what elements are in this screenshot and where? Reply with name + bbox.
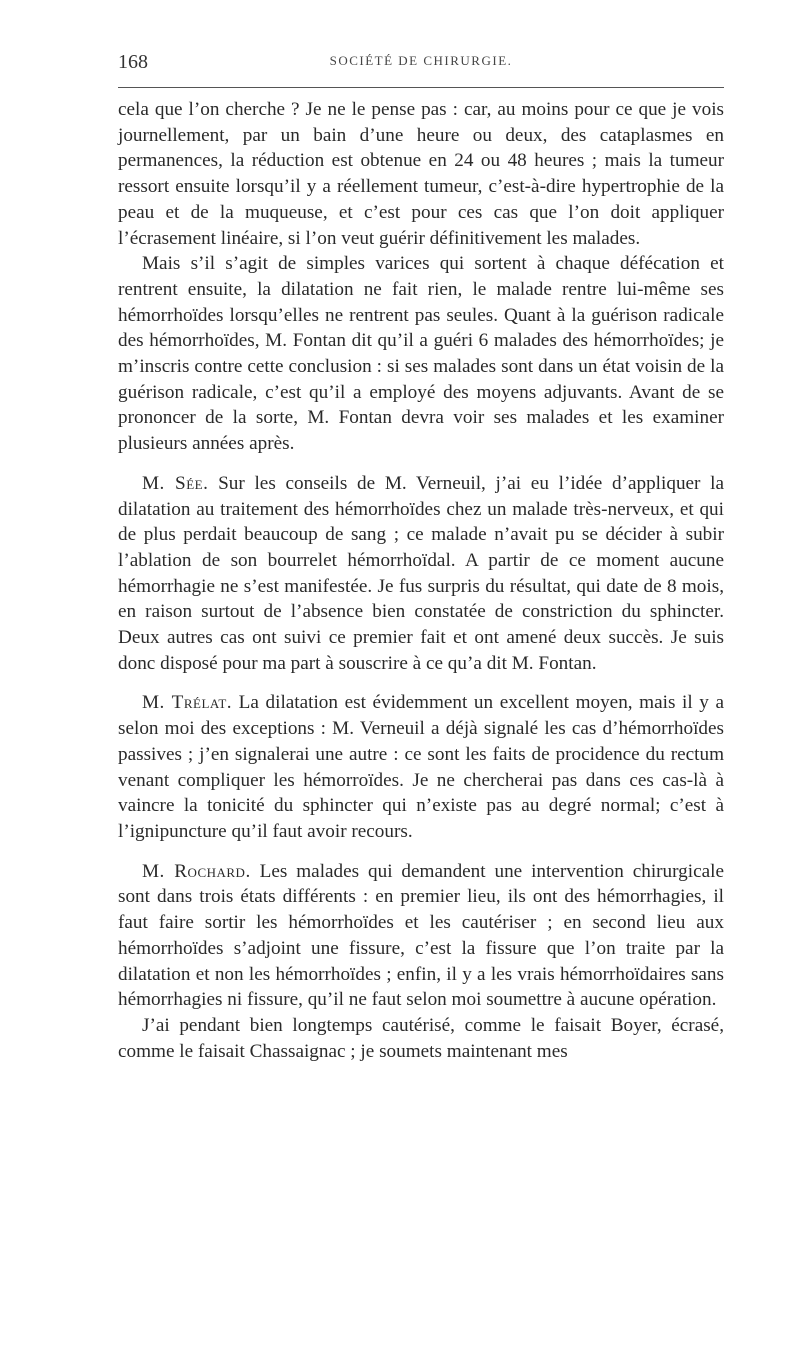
speaker-name: M. Trélat.	[142, 692, 233, 714]
page-header	[118, 50, 724, 74]
paragraph-text: J’ai pendant bien longtemps cautérisé, comme le faisait Boyer, écrasé, comme le faisait Chassaignac ; je soumets maintenant mes	[118, 1014, 724, 1062]
paragraph-see	[118, 471, 724, 677]
header-rule	[118, 87, 724, 88]
paragraph-text: La dilatation est évidemment un excellent moyen, mais il y a selon moi des exceptions : M. Verneuil a déjà signalé les cas d’hémorrhoïdes passives ; j’en signalerai une autre : ce sont les faits de procidence du rectum venant compliquer les hémorroïdes. Je ne chercherai pas dans ces cas-là à vaincre la tonicité du sphincter qui n’existe pas au degré normal; c’est à l’ignipuncture qu’il faut avoir recours.	[118, 692, 724, 842]
body-text	[118, 97, 724, 1064]
paragraph-text: cela que l’on cherche ? Je ne le pense pas : car, au moins pour ce que je vois journellement, par un bain d’une heure ou deux, des cataplasmes en permanences, la réduction est obtenue en 24 ou 48 heures ; mais la tumeur ressort ensuite lorsqu’il y a réellement tumeur, c’est-à-dire hypertrophie de la peau et de la muqueuse, et c’est pour ces cas que l’on doit appliquer l’écrasement linéaire, si l’on veut guérir définitivement les malades.	[118, 99, 724, 249]
paragraph-trelat	[118, 690, 724, 844]
paragraph-continuation	[118, 97, 724, 251]
paragraph-rochard	[118, 859, 724, 1013]
speaker-name: M. Sée.	[142, 472, 209, 494]
paragraph-varices	[118, 251, 724, 457]
paragraph-text: Sur les conseils de M. Verneuil, j’ai eu l’idée d’appliquer la dilatation au traitement des hémorrhoïdes chez un malade très-nerveux, et qui de plus perdait beaucoup de sang ; ce malade n’avait pu se décider à subir l’ablation de son bourrelet hémorrhoïdal. A partir de ce moment aucune hémorrhagie ne s’est manifestée. Je fus surpris du résultat, qui date de 8 mois, en raison surtout de l’absence bien constatée de constriction du sphincter. Deux autres cas ont suivi ce premier fait et ont amené deux succès. Je suis donc disposé pour ma part à souscrire à ce qu’a dit M. Fontan.	[118, 472, 724, 674]
paragraph-text: Mais s’il s’agit de simples varices qui sortent à chaque défécation et rentrent ensuite, la dilatation ne fait rien, le malade rentre lui-même ses hémorrhoïdes lorsqu’elles ne rentrent pas seules. Quant à la guérison radicale des hémorrhoïdes, M. Fontan dit qu’il a guéri 6 malades des hémorrhoïdes; je m’inscris contre cette conclusion : si ses malades sont dans un état voisin de la guérison radicale, c’est qu’il a employé des moyens adjuvants. Avant de se prononcer de la sorte, M. Fontan devra voir ses malades et les examiner plusieurs années après.	[118, 253, 724, 455]
paragraph-boyer	[118, 1013, 724, 1064]
paragraph-text: Les malades qui demandent une intervention chirurgicale sont dans trois états différents : en premier lieu, ils ont des hémorrhagies, il faut faire sortir les hémorrhoïdes et les cautériser ; en second lieu aux hémorrhoïdes s’adjoint une fissure, c’est la fissure que l’on traite par la dilatation et non les hémorrhoïdes ; enfin, il y a les vrais hémorrhoïdaires sans hémorrhagies ni fissure, qu’il ne faut selon moi soumettre à aucune opération.	[118, 860, 724, 1011]
speaker-name: M. Rochard.	[142, 860, 251, 882]
running-title: SOCIÉTÉ DE CHIRURGIE.	[329, 53, 513, 68]
page-number: 168	[118, 51, 148, 73]
